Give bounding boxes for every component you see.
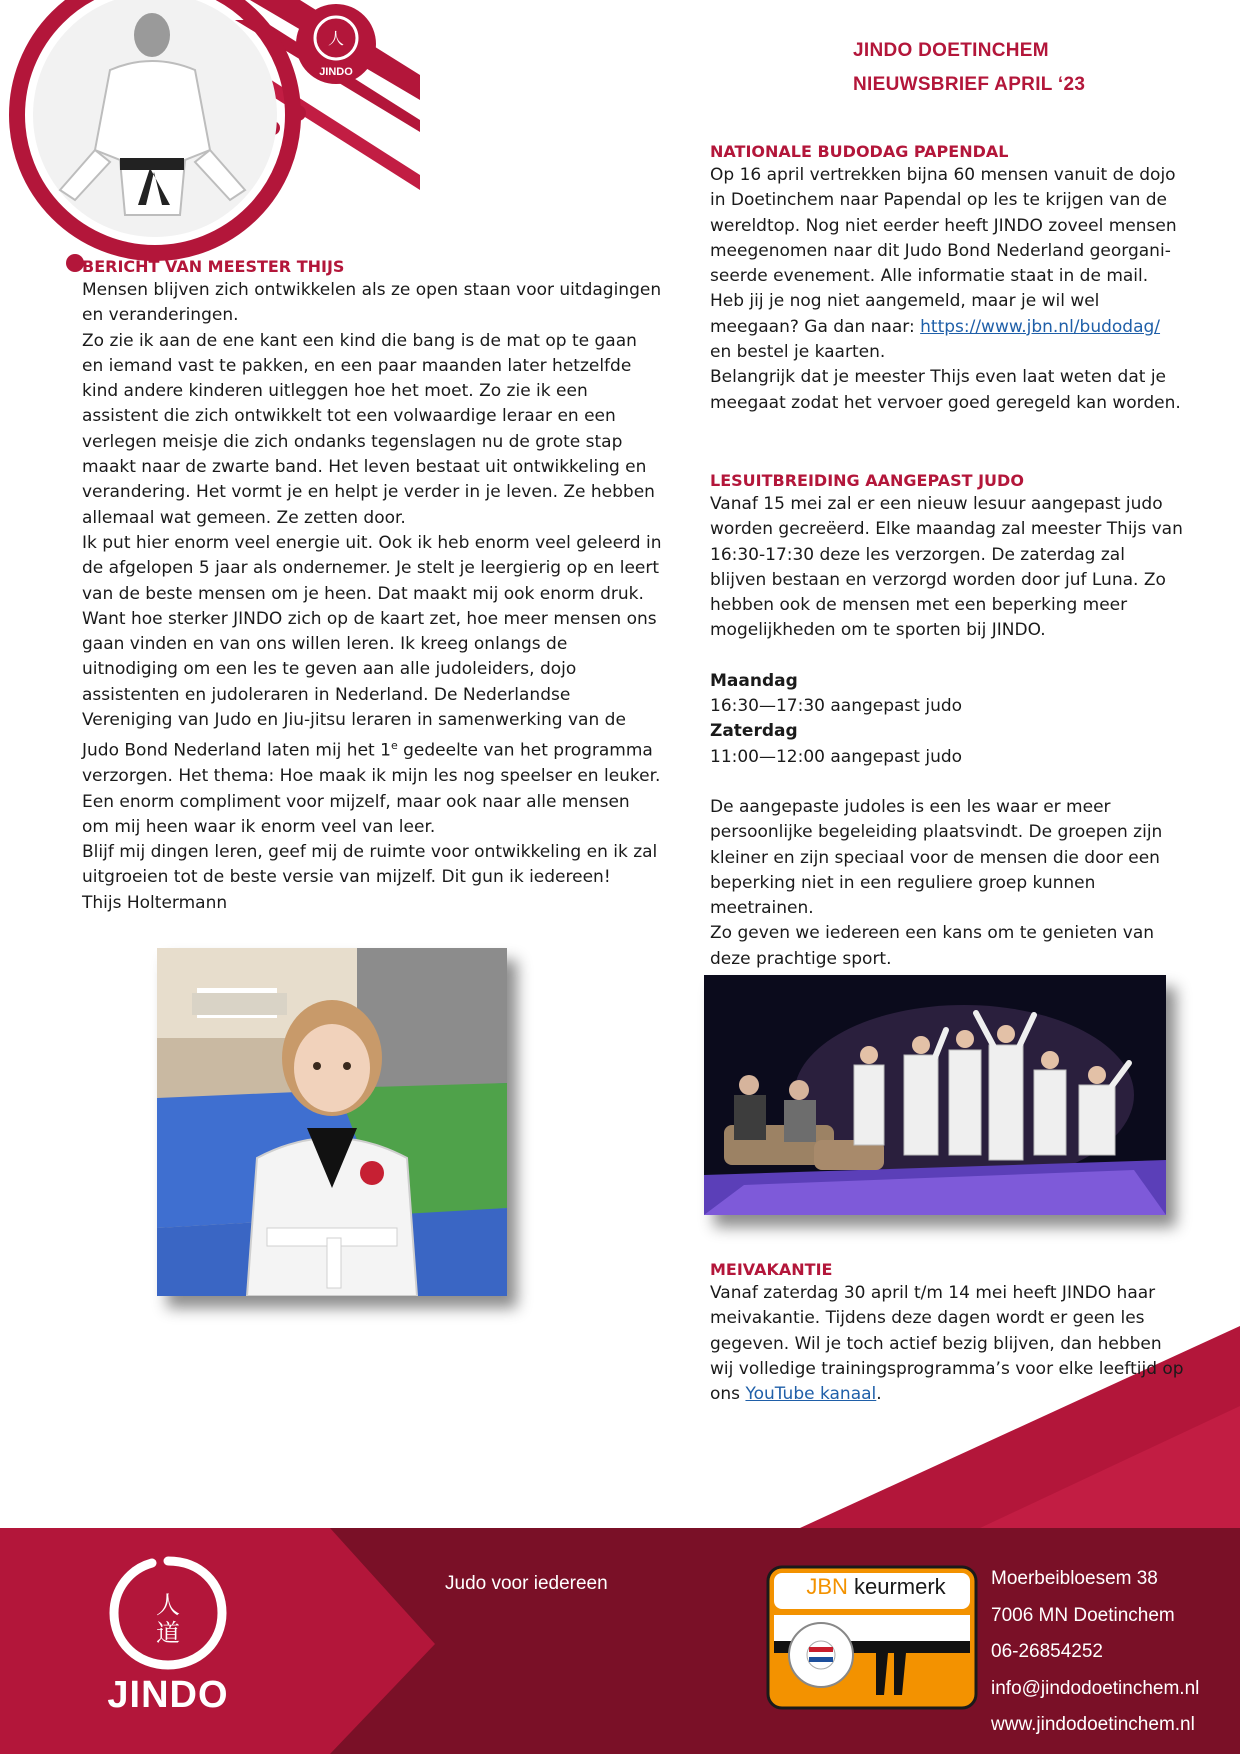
keurmerk-jbn: JBN: [806, 1574, 848, 1599]
budodag-link[interactable]: https://www.jbn.nl/budodag/: [920, 316, 1161, 337]
section-bericht: [82, 256, 662, 916]
paragraph-text: en bestel je kaarten.: [710, 342, 886, 363]
jindo-enso-logo-icon: [104, 1553, 232, 1671]
section-heading-budodag: NATIONALE BUDODAG PAPENDAL: [710, 142, 1009, 161]
address-city: 7006 MN Doetinchem: [991, 1604, 1175, 1626]
paragraph: Zo geven we iedereen een kans om te genieten van deze prachtige sport.: [710, 923, 1155, 969]
paragraph: Vanaf 15 mei zal er een nieuw lesuur aangepast judo worden gecreëerd. Elke maandag zal meester Thijs van 16:30-17:30 deze les verzorgen. De zaterdag zal blijven bestaan en verzorgd worden door juf Luna. Zo hebben ook de mensen met een beperking meer mogelijkheden om te sporten bij JINDO.: [710, 494, 1183, 641]
paragraph: [710, 1281, 1185, 1407]
spacer: [710, 644, 1185, 669]
address-website[interactable]: www.jindodoetinchem.nl: [991, 1714, 1195, 1735]
schedule-day: Zaterdag: [710, 721, 798, 742]
paragraph: [82, 531, 662, 840]
section-budodag: [710, 141, 1185, 416]
schedule-time: 16:30—17:30 aangepast judo: [710, 696, 963, 717]
section-heading-bericht: BERICHT VAN MEESTER THIJS: [82, 257, 345, 276]
paragraph: Mensen blijven zich ontwikkelen als ze open staan voor uitdagingen en veranderingen.: [82, 280, 662, 326]
svg-text:人: 人: [156, 1591, 180, 1619]
header-line-1: JINDO DOETINCHEM: [853, 40, 1049, 61]
paragraph-text: Op 16 april vertrekken bijna 60 mensen vanuit de dojo in Doetinchem naar Papendal op les te krijgen van de wereldtop. Nog niet eerder heeft JINDO zoveel mensen meegenomen naar dit Judo Bond Nederland georganiseerde evenement. Alle informatie staat in de mail. Heb jij je nog niet aangemeld, maar je wil wel meegaan? Ga dan naar:: [710, 165, 1177, 337]
header-line-2: NIEUWSBRIEF APRIL ‘23: [853, 74, 1086, 95]
badge-logo-text: JINDO: [319, 66, 353, 78]
newsletter-header: [853, 34, 1193, 102]
paragraph-text: Ik put hier enorm veel energie uit. Ook ik heb enorm veel geleerd in de afgelopen 5 jaar als ondernemer. Je stelt je leergierig op en leert van de beste mensen om je heen. Dat maakt mij ook enorm druk. Want hoe sterker JINDO zich op de kaart zet, hoe meer mensen ons gaan vinden en van ons willen leren. Ik kreeg onlangs de uitnodiging om een les te geven aan alle judoleiders, dojo assistenten en judoleraren in Nederland. De Nederlandse Vereniging van Judo en Jiu-jitsu leraren in samenwerking van de Judo Bond Nederland laten mij het: [82, 532, 662, 761]
spacer: [710, 770, 1185, 795]
paragraph: Zo zie ik aan de ene kant een kind die bang is de mat op te gaan en iemand vast te pakken, en een paar maanden later hetzelfde kind andere kinderen uitleggen hoe het moet. Zo zie ik een assistent die zich ontwikkelt tot een volwaardige leraar en een verlegen meisje die zich ondanks tegenslagen nu de grote stap maakt naar de zwarte band. Het leven bestaat uit ontwikkeling en verandering. Het vormt je en helpt je verder in je leven. Ze hebben allemaal wat gemeen. Ze zetten door.: [82, 330, 655, 528]
paragraph: [710, 163, 1185, 365]
address-email[interactable]: info@jindodoetinchem.nl: [991, 1677, 1200, 1699]
paragraph-text: .: [876, 1384, 882, 1405]
ordinal-superscript: e: [390, 739, 398, 753]
ordinal-number: 1: [380, 741, 391, 761]
youtube-link[interactable]: YouTube kanaal: [745, 1384, 877, 1405]
svg-text:人: 人: [327, 29, 345, 48]
section-meivakantie: [710, 1259, 1185, 1407]
photo-stage-celebration: [704, 975, 1166, 1215]
footer-logo-text: JINDO: [107, 1674, 229, 1716]
schedule-day: Maandag: [710, 670, 798, 691]
section-lesuitbreiding: [710, 470, 1185, 972]
photo-child-judoka: [157, 948, 507, 1296]
keurmerk-label: [786, 1574, 966, 1600]
paragraph: De aangepaste judoles is een les waar er meer persoonlijke begeleiding plaatsvindt. De groepen zijn kleiner en zijn speciaal voor de mensen die door een beperking niet in een reguliere groep kunnen meetrainen.: [710, 796, 1163, 919]
section-heading-lesuitbreiding: LESUITBREIDING AANGEPAST JUDO: [710, 471, 1024, 490]
svg-text:道: 道: [156, 1619, 180, 1647]
paragraph-text: Vanaf zaterdag 30 april t/m 14 mei heeft JINDO haar meivakantie. Tijdens deze dagen wordt er geen les gegeven. Wil je toch actief bezig blijven, dan hebben wij volledige trainingsprogramma’s voor elke leeftijd op ons: [710, 1283, 1184, 1405]
address-street: Moerbeibloesem 38: [991, 1568, 1158, 1589]
paragraph-text: gedeelte van het programma verzorgen. Het thema: Hoe maak ik mijn les nog speelser en leuker. Een enorm compliment voor mijzelf, maar ook naar alle mensen om mij heen waar ik enorm veel van leer.: [82, 741, 661, 837]
footer-tagline: Judo voor iedereen: [445, 1573, 608, 1594]
schedule-time: 11:00—12:00 aangepast judo: [710, 746, 963, 767]
hero-decoration: [0, 0, 420, 280]
signature: Thijs Holtermann: [82, 892, 228, 913]
keurmerk-word: keurmerk: [854, 1574, 946, 1599]
paragraph: Belangrijk dat je meester Thijs even laat weten dat je meegaat zodat het vervoer goed geregeld kan worden.: [710, 367, 1181, 413]
paragraph: Blijf mij dingen leren, geef mij de ruimte voor ontwikkeling en ik zal uitgroeien tot de beste versie van mijzelf. Dit gun ik iedereen!: [82, 842, 658, 888]
address-phone[interactable]: 06-26854252: [991, 1641, 1103, 1662]
section-heading-meivakantie: MEIVAKANTIE: [710, 1260, 833, 1279]
footer-address: [991, 1561, 1199, 1744]
